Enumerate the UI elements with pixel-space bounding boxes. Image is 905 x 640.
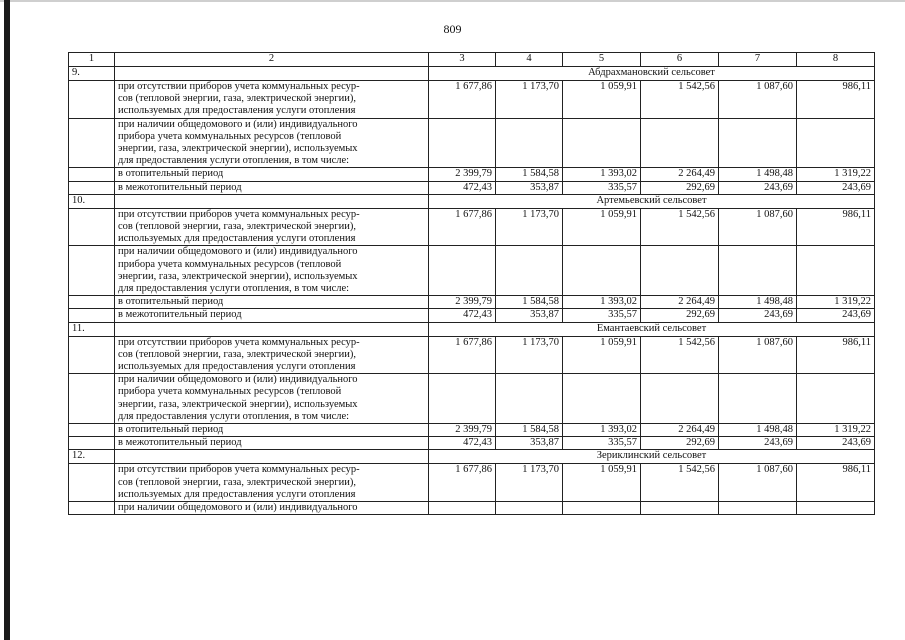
value-cell: 1 319,22 [797,296,875,309]
row-description [115,208,429,246]
row-number-cell [69,208,115,246]
row-description [115,424,429,437]
value-cell [641,246,719,296]
section-number: 12. [69,450,115,464]
value-cell [496,502,563,515]
value-cell [429,118,496,168]
description-line: сов (тепловой энергии, газа, электрической энергии), [118,93,356,105]
value-cell [641,502,719,515]
value-cell: 1 498,48 [719,168,797,181]
section-name: Артемьевский сельсовет [429,194,875,208]
section-header-row [69,322,875,336]
value-cell: 472,43 [429,309,496,322]
page-top-edge [0,0,905,2]
value-cell: 1 584,58 [496,296,563,309]
value-cell: 1 393,02 [563,168,641,181]
row-description [115,168,429,181]
row-number-cell [69,502,115,515]
table-row [69,181,875,194]
row-number-cell [69,464,115,502]
value-cell: 1 677,86 [429,81,496,119]
description-line: при отсутствии приборов учета коммунальных ресур- [118,208,360,220]
value-cell: 1 393,02 [563,424,641,437]
row-description [115,181,429,194]
description-line: энергии, газа, электрической энергии), используемых [118,270,358,282]
description-line: для предоставления услуги отопления, в том числе: [118,283,350,295]
value-cell: 1 677,86 [429,208,496,246]
column-header: 1 [69,53,115,67]
row-description [115,309,429,322]
value-cell [641,118,719,168]
column-header: 7 [719,53,797,67]
value-cell: 2 264,49 [641,296,719,309]
row-description [115,336,429,374]
description-line: используемых для предоставления услуги отопления [118,361,356,373]
table-row [69,424,875,437]
description-line: при отсутствии приборов учета коммунальных ресур- [118,81,360,92]
value-cell: 1 584,58 [496,168,563,181]
value-cell [719,374,797,424]
value-cell: 1 542,56 [641,336,719,374]
value-cell: 335,57 [563,181,641,194]
value-cell: 1 059,91 [563,336,641,374]
value-cell: 243,69 [719,181,797,194]
value-cell [797,502,875,515]
value-cell [429,374,496,424]
value-cell: 2 399,79 [429,168,496,181]
column-header: 3 [429,53,496,67]
value-cell: 1 059,91 [563,81,641,119]
description-line: при наличии общедомового и (или) индивидуального [118,118,358,130]
table-row [69,208,875,246]
section-number: 11. [69,322,115,336]
value-cell: 1 542,56 [641,208,719,246]
row-description [115,374,429,424]
table-row [69,168,875,181]
value-cell: 353,87 [496,437,563,450]
value-cell: 1 059,91 [563,208,641,246]
table-row [69,336,875,374]
row-number-cell [69,437,115,450]
value-cell: 1 087,60 [719,336,797,374]
description-line: при наличии общедомового и (или) индивидуального [118,374,358,386]
section-blank-cell [115,67,429,81]
tariff-table [68,52,875,515]
value-cell: 1 059,91 [563,464,641,502]
value-cell: 335,57 [563,437,641,450]
description-line: энергии, газа, электрической энергии), используемых [118,143,358,155]
description-line: в межотопительный период [118,181,242,193]
scan-binding-edge [4,0,10,640]
value-cell: 292,69 [641,181,719,194]
description-line: при отсутствии приборов учета коммунальных ресур- [118,336,360,348]
value-cell: 986,11 [797,464,875,502]
value-cell: 1 542,56 [641,464,719,502]
value-cell: 1 173,70 [496,208,563,246]
value-cell [429,246,496,296]
value-cell: 1 173,70 [496,336,563,374]
value-cell [797,374,875,424]
value-cell [496,118,563,168]
description-line: для предоставления услуги отопления, в том числе: [118,155,350,167]
row-number-cell [69,246,115,296]
row-number-cell [69,181,115,194]
description-line: в отопительный период [118,296,224,308]
table-row [69,464,875,502]
row-number-cell [69,296,115,309]
value-cell [563,246,641,296]
section-header-row [69,67,875,81]
row-number-cell [69,81,115,119]
row-description [115,118,429,168]
column-header: 6 [641,53,719,67]
section-name: Зериклинский сельсовет [429,450,875,464]
table-row [69,296,875,309]
value-cell: 292,69 [641,437,719,450]
row-number-cell [69,374,115,424]
table-row [69,118,875,168]
value-cell [719,118,797,168]
row-number-cell [69,336,115,374]
value-cell: 353,87 [496,309,563,322]
value-cell: 1 087,60 [719,81,797,119]
value-cell: 1 542,56 [641,81,719,119]
section-number: 9. [69,67,115,81]
value-cell: 1 319,22 [797,424,875,437]
value-cell [563,374,641,424]
page-number: 809 [443,22,462,36]
column-header: 4 [496,53,563,67]
section-blank-cell [115,322,429,336]
row-description [115,296,429,309]
table-row [69,437,875,450]
description-line: при наличии общедомового и (или) индивидуального [118,246,358,258]
value-cell: 986,11 [797,208,875,246]
value-cell: 986,11 [797,81,875,119]
value-cell: 1 319,22 [797,168,875,181]
value-cell [641,374,719,424]
value-cell [496,246,563,296]
column-header: 8 [797,53,875,67]
description-line: при наличии общедомового и (или) индивидуального [118,502,358,514]
value-cell: 472,43 [429,437,496,450]
column-header: 5 [563,53,641,67]
value-cell [719,246,797,296]
value-cell: 353,87 [496,181,563,194]
description-line: в межотопительный период [118,309,242,321]
value-cell: 1 087,60 [719,464,797,502]
value-cell: 472,43 [429,181,496,194]
description-line: в межотопительный период [118,437,242,449]
column-header: 2 [115,53,429,67]
value-cell: 243,69 [719,437,797,450]
description-line: прибора учета коммунальных ресурсов (тепловой [118,386,342,398]
table-row [69,502,875,515]
description-line: используемых для предоставления услуги отопления [118,233,356,245]
value-cell: 2 399,79 [429,296,496,309]
section-header-row [69,450,875,464]
description-line: прибора учета коммунальных ресурсов (тепловой [118,130,342,142]
value-cell [496,374,563,424]
section-blank-cell [115,194,429,208]
value-cell: 243,69 [719,309,797,322]
section-blank-cell [115,450,429,464]
section-name: Абдрахмановский сельсовет [429,67,875,81]
section-header-row [69,194,875,208]
value-cell: 1 584,58 [496,424,563,437]
description-line: используемых для предоставления услуги отопления [118,105,356,117]
row-description [115,502,429,515]
table-body [69,53,875,515]
value-cell: 2 264,49 [641,424,719,437]
table-row [69,246,875,296]
row-number-cell [69,424,115,437]
value-cell [429,502,496,515]
description-line: прибора учета коммунальных ресурсов (тепловой [118,258,342,270]
row-number-cell [69,309,115,322]
value-cell [563,502,641,515]
description-line: для предоставления услуги отопления, в том числе: [118,410,350,422]
row-description [115,464,429,502]
section-number: 10. [69,194,115,208]
row-number-cell [69,168,115,181]
value-cell: 292,69 [641,309,719,322]
description-line: в отопительный период [118,168,224,180]
table-row [69,374,875,424]
value-cell [797,118,875,168]
value-cell: 1 677,86 [429,336,496,374]
value-cell: 2 264,49 [641,168,719,181]
table-row [69,81,875,119]
description-line: сов (тепловой энергии, газа, электрической энергии), [118,221,356,233]
description-line: сов (тепловой энергии, газа, электрической энергии), [118,348,356,360]
value-cell [563,118,641,168]
row-description [115,81,429,119]
section-name: Емантаевский сельсовет [429,322,875,336]
value-cell: 1 677,86 [429,464,496,502]
column-number-row [69,53,875,67]
value-cell: 1 173,70 [496,81,563,119]
value-cell: 986,11 [797,336,875,374]
description-line: сов (тепловой энергии, газа, электрической энергии), [118,476,356,488]
description-line: используемых для предоставления услуги отопления [118,488,356,500]
value-cell [797,246,875,296]
value-cell: 1 498,48 [719,424,797,437]
value-cell: 1 498,48 [719,296,797,309]
value-cell: 2 399,79 [429,424,496,437]
row-number-cell [69,118,115,168]
value-cell: 335,57 [563,309,641,322]
description-line: энергии, газа, электрической энергии), используемых [118,398,358,410]
description-line: при отсутствии приборов учета коммунальных ресур- [118,464,360,476]
value-cell: 1 393,02 [563,296,641,309]
value-cell: 243,69 [797,437,875,450]
value-cell: 243,69 [797,309,875,322]
value-cell: 1 173,70 [496,464,563,502]
table-row [69,309,875,322]
row-description [115,246,429,296]
value-cell [719,502,797,515]
value-cell: 243,69 [797,181,875,194]
value-cell: 1 087,60 [719,208,797,246]
description-line: в отопительный период [118,424,224,436]
row-description [115,437,429,450]
